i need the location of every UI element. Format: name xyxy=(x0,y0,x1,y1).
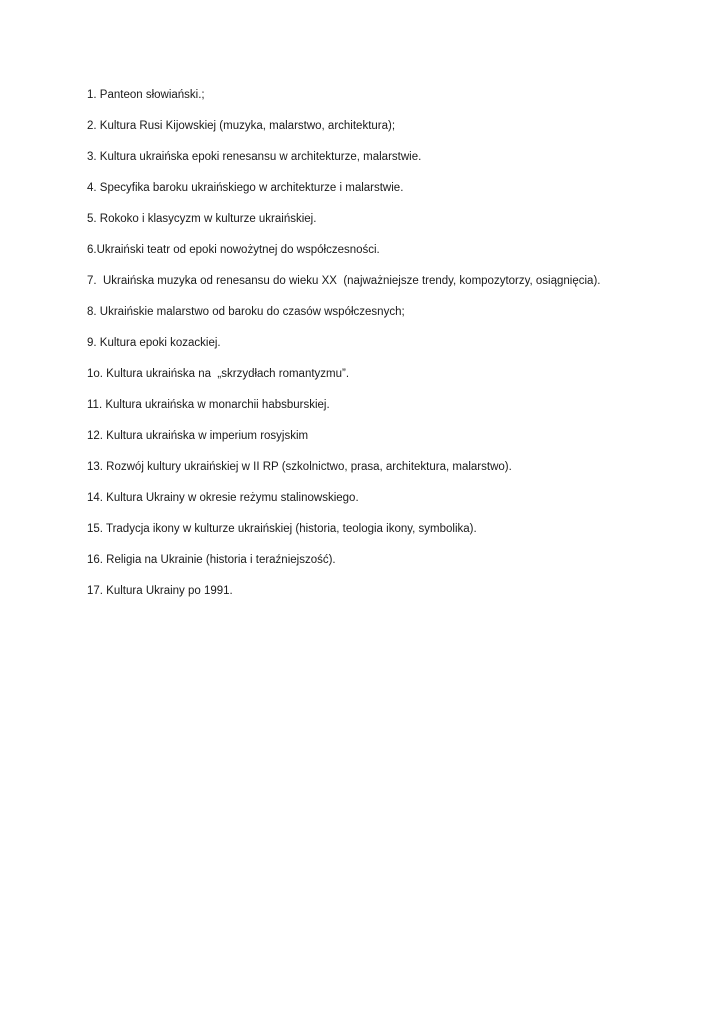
list-item: 12. Kultura ukraińska w imperium rosyjskim xyxy=(87,430,309,442)
list-item: 6.Ukraiński teatr od epoki nowożytnej do współczesności. xyxy=(87,244,380,256)
list-item: 15. Tradycja ikony w kulturze ukraińskiej (historia, teologia ikony, symbolika). xyxy=(87,523,477,535)
list-item: 13. Rozwój kultury ukraińskiej w II RP (szkolnictwo, prasa, architektura, malarstwo). xyxy=(87,461,512,473)
list-item: 11. Kultura ukraińska w monarchii habsburskiej. xyxy=(87,399,330,411)
list-item: 7. Ukraińska muzyka od renesansu do wieku XX (najważniejsze trendy, kompozytorzy, osiągnięcia). xyxy=(87,275,601,287)
topic-list xyxy=(87,86,707,613)
list-item: 14. Kultura Ukrainy w okresie reżymu stalinowskiego. xyxy=(87,492,359,504)
list-item: 16. Religia na Ukrainie (historia i teraźniejszość). xyxy=(87,554,336,566)
list-item: 1. Panteon słowiański.; xyxy=(87,89,205,101)
list-item: 3. Kultura ukraińska epoki renesansu w architekturze, malarstwie. xyxy=(87,151,422,163)
list-item: 8. Ukraińskie malarstwo od baroku do czasów współczesnych; xyxy=(87,306,405,318)
list-item: 5. Rokoko i klasycyzm w kulturze ukraińskiej. xyxy=(87,213,317,225)
list-item: 9. Kultura epoki kozackiej. xyxy=(87,337,221,349)
list-item: 17. Kultura Ukrainy po 1991. xyxy=(87,585,233,597)
list-item: 2. Kultura Rusi Kijowskiej (muzyka, malarstwo, architektura); xyxy=(87,120,396,132)
list-item: 1o. Kultura ukraińska na „skrzydłach romantyzmu”. xyxy=(87,368,350,380)
list-item: 4. Specyfika baroku ukraińskiego w architekturze i malarstwie. xyxy=(87,182,404,194)
